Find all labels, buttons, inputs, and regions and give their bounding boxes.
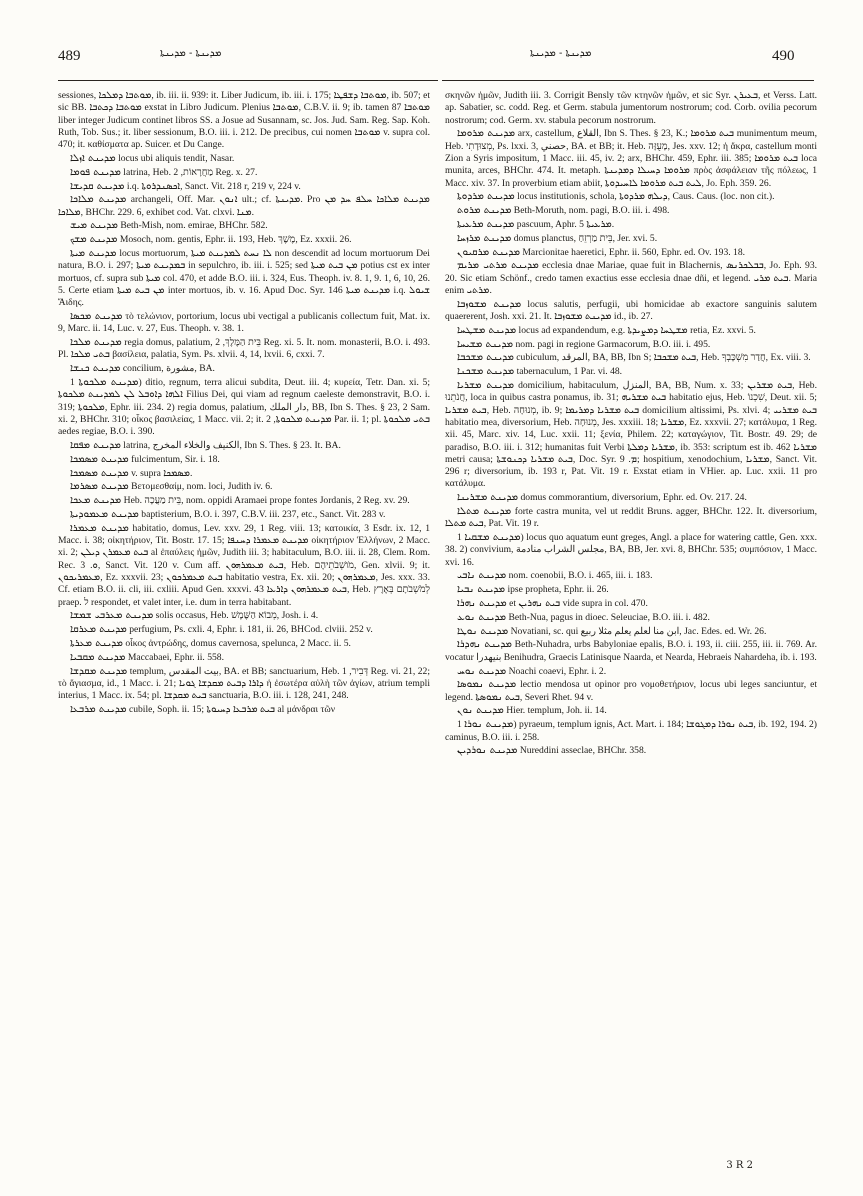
dictionary-entry [445,260,817,297]
entry-text: 1) ditio, regnum, terra alicui subdita, Deut. iii. 4; κυρεία, Tetr. Dan. xi. 5; ܐܠܗܐ ܕܐܘܒܠ ܠܢ ܠܡܕܝܢܬ ܡܠܟܘܬܐ Filius Dei, qui viam ad regnum caeleste demonstravit, B.O. i. 319; ܡܠܟܘܬܐ, Ephr. iii. 234. 2) regia domus, palatium, دار الملك, BB, Ibn S. Thes. § 23, 2 Sam. xi. 2, BHChr. 310; οἶκος βασιλείας, 1 Macc. vii. 2; it. ܡܕܝܢܬ ܡܠܟܘܬܐ, 2 Par. ii. 1; pl. ܒܬܝ ܡܠܟܘܬܐ aedes regiae, B.O. i. 390. [58,377,430,438]
entry-headword: ܡܕܝܢܬ ܡܥܪܬܐ [70,637,123,649]
entry-text: locus ad expandendum, e.g. ܡܫܛܚܐ ܕܡܨܝܕܬܐ retia, Ez. xxvi. 5. [518,324,756,336]
dictionary-entry [58,234,430,246]
left-header-rule [58,80,438,81]
entry-text: Hier. templum, Joh. ii. 14. [506,705,607,717]
entry-text: nom. coenobii, B.O. i. 465, iii. i. 183. [508,570,653,582]
dictionary-entry [58,454,430,466]
dictionary-entry [445,128,817,189]
entry-text: locus ubi aliquis tendit, Nasar. [118,152,235,164]
dictionary-entry [445,506,817,531]
entry-headword: ܡܕܝܢܬ ܢܗܪܐ [457,598,507,610]
entry-text: οἶκος ἀντρώδης, domus cavernosa, spelunca, 2 Macc. ii. 5. [125,637,351,649]
entry-headword: ܡܕܝܢܬ ܡܣܡܟܐ [70,453,129,465]
entry-text: i.q. ܐܟܣܢܕܪܘܬܐ, Sanct. Vit. 218 r, 219 v, 224 v. [126,180,301,192]
entry-headword: ܡܕܝܢܬ ܡܩܒܝܐ [70,651,126,663]
entry-text: et ܒܝܬ ܢܗܪܝܢ vide supra in col. 470. [509,598,648,610]
entry-text: lectio mendosa ut opinor pro νομοθετήριον, locus ubi leges sanciuntur, et legend. ܒܝܬ ܢܡܘܣܬܐ, Severi Rhet. 94 v. [445,679,817,703]
entry-text: Nureddini asseclae, BHChr. 358. [519,745,647,757]
entry-text: locus salutis, perfugii, ubi homicidae ab exactore sanguinis salutem quaererent, Josh. xxi. 21. It. ܡܕܝܢܬ ܡܫܘܙܒܐ id., ib. 27. [445,298,817,323]
entry-headword: ܡܕܝܢܬ ܡܪܘܬ [457,205,512,217]
right-running-head: ܡܕܝܢܬܐ - ܡܕܝܢܬܐ [530,48,592,59]
entry-headword: ܡܕܝܢܬ ܡܥܡܪܐ [70,522,129,534]
left-running-head: ܡܕܝܢܬܐ - ܡܕܝܢܬܐ [160,48,222,59]
entry-headword: ܡܕܝܢܬ ܡܝܬܐ [70,248,117,260]
entry-text: fulcimentum, Sir. i. 18. [131,453,220,465]
dictionary-entry [445,598,817,610]
left-page-number: 489 [58,48,81,64]
dictionary-entry [58,704,430,716]
right-page-number: 490 [772,48,795,64]
entry-headword: ܡܕܝܢܬ ܡܫܪܝܢܐ [457,492,519,504]
dictionary-entry [58,377,430,438]
entry-headword: ܡܕܝܢܬ ܢܘܪܕܝܢ [457,745,518,757]
right-column [445,90,817,1175]
dictionary-entry [58,248,430,309]
dictionary-entry [445,705,817,717]
entry-headword: ܡܕܝܢܬ ܡܠܐܟܐ [70,194,127,206]
entry-text: concilium, مشورة, BA. [122,363,215,375]
entry-headword: ܡܕܝܢܬ ܡܫܩܝܐ [464,532,521,544]
entry-headword: ܡܕܝܢܬ ܟܢܫܐ [70,363,121,375]
dictionary-entry [445,366,817,378]
entry-headword: ܡܕܝܢܬ ܢܘܥ [457,611,507,623]
dictionary-entry [445,639,817,664]
right-header-rule [442,80,814,81]
entry-text: Beth-Nua, pagus in dioec. Seleuciae, B.O. iii. i. 482. [508,611,710,623]
entry-text: Maccabaei, Ephr. ii. 558. [127,651,224,663]
entry-text: cubiculum, المرقد, BA, BB, Ibn S; ܒܝܬ ܡܫܟܒܐ, Heb. חֲדַר מִשְׁכָּבְךָ, Ex. viii. 3. [516,352,811,364]
dictionary-entry [445,679,817,704]
entry-headword: ܡܕܝܢܬ ܡܠܟܘܬܐ [78,377,139,389]
entry-headword: ܡܕܝܢܬ ܢܗܕܪܐ [457,639,512,651]
entry-text: solis occasus, Heb. מְבוֹא הַשֶּׁמֶשׁ, Josh. i. 4. [155,610,319,622]
entry-text: Marcionitae haeretici, Ephr. ii. 560, Ephr. ed. Ov. 193. 18. [522,246,746,258]
dictionary-entry [58,153,430,165]
entry-text: 1) pyraeum, templum ignis, Act. Mart. i. 184; ܒܝܬ ܢܘܪܐ ܕܡܓܘܫܐ, ib. 192, 194. 2) caminus, B.O. iii. i. 258. [445,719,817,743]
entry-text: domus planctus, בֵּית מַרְזֵחַ, Jer. xvi. 5. [513,232,658,244]
entry-text: perfugium, Ps. cxli. 4, Ephr. i. 181, ii. 26, BHCod. clviii. 252 v. [129,624,373,636]
entry-text: Beth-Mish, nom. emirae, BHChr. 582. [120,220,268,232]
dictionary-entry [445,219,817,231]
dictionary-entry [58,468,430,480]
entry-headword: ܡܕܝܢܬ ܡܝܫ [70,220,118,232]
entry-text: domus commorantium, diversorium, Ephr. ed. Ov. 217. 24. [520,492,747,504]
entry-text: Novatiani, sc. qui ابن منا لعلم يعلم مثلا ربيع, Jac. Edes. ed. Wr. 26. [510,625,767,637]
entry-text: Mosoch, nom. gentis, Ephr. ii. 193, Heb. מֶשֶׁךְ, Ez. xxxii. 26. [119,234,352,246]
entry-headword: ܡܕܝܢܬ ܡܪܩܝܘܢ [457,246,520,258]
dictionary-entry [58,167,430,179]
dictionary-entry [445,719,817,744]
dictionary-entry [445,247,817,259]
entry-text: forte castra munita, vel ut reddit Bruns. agger, BHChr. 122. It. diversorium, ܒܝܬ ܡܬܠܐ, Pat. Vit. 19 r. [445,506,817,530]
dictionary-entry [445,299,817,324]
dictionary-entry [58,311,430,336]
dictionary-entry [58,509,430,521]
entry-headword: ܡܕܝܢܬ ܡܫܛܚܐ [457,324,517,336]
entry-headword: ܡܕܝܢܬ ܢܘܢ [457,705,504,717]
entry-headword: ܡܕܝܢܬ ܡܥܪܒܝ ܫܡܫܐ [70,610,154,622]
dictionary-entry [58,440,430,452]
entry-headword: ܡܕܝܢܬ ܡܣܪܡܐ [70,481,129,493]
entry-headword: ܡܕܝܢܬ ܡܪܥܝܬܐ [457,218,515,230]
entry-text: Heb. בֵּית מַעֲכָה, nom. oppidi Aramaei prope fontes Jordanis, 2 Reg. xv. 29. [123,495,410,507]
entry-headword: ܡܕܝܢܬ ܐܙܠܐ [70,152,116,164]
entry-headword: ܡܕܝܢܬ ܡܪܕܘܬܐ [457,191,515,203]
entry-headword: ܡܕܝܢܬ ܡܪܘܡܐ [457,128,516,140]
dictionary-entry [445,666,817,678]
dictionary-entry [445,626,817,638]
entry-headword: ܡܕܝܢܬ ܡܥܟܐ [70,495,122,507]
entry-headword: ܡܕܝܢܬ ܡܟܣܐ [70,311,123,323]
entry-text: pascuum, Aphr. ܡܪܥܝܬܐ 5. [516,218,615,230]
dictionary-entry [58,624,430,636]
dictionary-entry [58,363,430,375]
dictionary-entry [58,220,430,232]
dictionary-entry [445,90,817,127]
dictionary-entry [445,380,817,491]
dictionary-entry [58,495,430,507]
entry-headword: ܡܕܝܢܬ ܡܫܪܝܐ [457,380,515,392]
dictionary-entry [58,523,430,609]
entry-headword: ܡܕܝܢܬ ܦܘܡܐ [70,166,121,178]
dictionary-entry [58,90,430,151]
entry-text: locus institutionis, schola, ܕܝܠܗ ܡܪܕܘܬܐ, Caus. Caus. (loc. non cit.). [517,191,775,203]
entry-text: Βετομεσθαίμ, nom. loci, Judith iv. 6. [131,481,273,493]
dictionary-entry [58,666,430,703]
entry-headword: ܡܕܝܢܬ ܡܪܒܥܐ [70,703,127,715]
entry-headword: ܡܕܝܢܬ ܡܠܟܐ [70,337,122,349]
dictionary-entry [445,570,817,582]
entry-headword: ܡܕܝܢܬ ܢܡܘܣܐ [457,679,517,691]
entry-text: Noachi coaevi, Ephr. i. 2. [508,665,607,677]
dictionary-entry [445,325,817,337]
dictionary-entry [445,191,817,203]
entry-text: templum, بيت المقدس, BA. et BB; sanctuarium, Heb. דְּבִיר, 1 Reg. vi. 21, 22; τὸ ἅγιασμα, id., 1 Macc. i. 21; ܕܐܪܐ ܕܒܝܬ ܡܩܕܫܐ ܓܘܝܐ ἡ ἐσωτέρα αὐλὴ τῶν ἁγίων, atrium templi interius, 1 Macc. ix. 54; pl. ܒܝܬ ܡܩܕܫܐ sanctuaria, B.O. iii. i. 128, 241, 248. [58,665,430,702]
entry-text: baptisterium, B.O. i. 397, C.B.V. iii. 237, etc., Sanct. Vit. 283 v. [141,509,386,520]
entry-headword: ܡܕܝܢܬ ܡܫܝܚܐ [457,338,514,350]
dictionary-entry [445,584,817,596]
dictionary-entry [445,745,817,757]
page-header [0,48,863,70]
entry-text: locus mortuorum, ܠܐ ܢܚܬ ܠܡܕܝܢܬ ܡܝܬܐ non descendit ad locum mortuorum Dei natura, B.O. i. 297; ܒܡܕܝܢܬ ܡܝܬܐ in sepulchro, ib. iii. i. 525; sed ܡܢ ܒܝܬ ܡܝܬܐ potius cst ex inter mortuos, cf. supra sub ܡܝܬܐ col. 470, et adde B.O. iii. i. 324, Eus. Theoph. iv. 8. 1, 9. 1, 6, 10, 26. 5. Certe etiam ܡܢ ܒܝܬ ܡܝܬܐ inter mortuos, ib. v. 16. Apud Doc. Syr. 146 ܡܕܝܢܬ ܡܝܬܐ i.q. ܫܝܘܠ Ἅιδης. [58,248,430,309]
signature-mark: 3 R 2 [726,1160,753,1171]
dictionary-entry [58,181,430,193]
entry-text: 1) locus quo aquatum eunt greges, Angl. a place for watering cattle, Gen. xxx. 38. 2) convivium, مجلس الشراب منادمة, BA, BB, Jer. xvi. 8, BHChr. 535; συμπόσιον, 1 Macc. xvi. 16. [445,532,817,568]
entry-headword: ܡܕܝܢܬ ܡܥܡܘܕܝܬܐ [70,509,139,520]
entry-text: latrina, الكنيف والخلاء المخرج, Ibn S. Thes. § 23. It. BA. [123,440,341,452]
entry-headword: ܡܕܝܢܬ ܡܫܘܙܒܐ [457,298,522,310]
dictionary-entry [58,194,430,219]
entry-headword: ܡܕܝܢܬ ܡܫܟܢܐ [457,366,515,378]
dictionary-entry [445,532,817,569]
dictionary-entry [445,612,817,624]
entry-text: ecclesia dnae Mariae, quae fuit in Blachernis, ܒܒܠܟܪܢܣ, Jo. Eph. 93. 20. Sic etiam Schönf., credo tamen exactius esse ecclesia dnae dñi, et legend. ܒܝܬ ܡܪܝ. Maria enim ܡܪܬܝ. [445,260,817,296]
entry-text: latrina, Heb. מַחֲרָאוֹת, 2 Reg. x. 27. [123,166,258,178]
entry-text: τὸ τελώνιον, portorium, locus ubi vectigal a publicanis collectum fuit, Mat. ix. 9, Marc. ii. 14, Luc. v. 27, Eus. Theoph. v. 38. 1. [58,311,430,335]
dictionary-entry [445,205,817,217]
dictionary-entry [58,652,430,664]
entry-text: σκηνῶν ἡμῶν, Judith iii. 3. Corrigit Bensly τῶν κτηνῶν ἡμῶν, et sic Syr. ܒܥܝܪܢ, et Verss. Latt. ap. Sabatier, sc. codd. Reg. et Germ. stabula jumentorum nostrorum; cod. Corb. ovilia pecorum nostrorum; cod. Germ. xv. stabula pecorum nostrorum. [445,90,817,126]
entry-text: regia domus, palatium, בֵּית הַמֶּלֶךְ, 2 Reg. xi. 5. It. nom. monasterii, B.O. i. 493. Pl. ܒܬܝ ܡܠܟܐ βασίλεια, palatia, Sym. Ps. xlvii. 4, 14, lxvii. 6, cxxi. 7. [58,337,430,361]
dictionary-entry [58,610,430,622]
dictionary-entry [445,233,817,245]
entry-headword: ܡܕܝܢܬ ܢܘܛܐ [457,625,509,637]
entry-text: Beth-Nuhadra, urbs Babyloniae epalis, B.O. i. 193, ii. ciii. 255, iii. ii. 769. Ar. vocatur بنيهدرا Benihudra, Graecis Latinisque Naarda, et Nearda, Hebraeis Nahardeha, ib. i. 193. [445,639,817,663]
entry-headword: ܡܕܝܢܬ ܢܘܚ [457,665,507,677]
dictionary-entry [58,638,430,650]
dictionary-entry [58,337,430,362]
entry-headword: ܡܕܝܢܬ ܡܫܟ [70,234,118,246]
entry-headword: ܡܕܝܢܬ ܡܥܪܩܐ [70,624,127,636]
entry-text: domicilium, habitaculum, المنزل, BA, BB, Num. x. 33; ܒܝܬ ܡܫܪܝܢ, Heb. חֲנֹתֵנוּ, loca in quibus castra ponamus, ib. 31; ܒܝܬ ܡܫܪܝܗ habitatio ejus, Heb. שִׁכְנוֹ, Deut. xii. 5; ܒܝܬ ܡܫܪܝܐ, Heb. מְנוּחָה, ib. 9; ܒܝܬ ܡܫܪܝܐ ܕܡܪܝܡܐ domicilium altissimi, Ps. xlvi. 4; ܒܝܬ ܡܫܪܝܝ habitatio mea, diversorium, Heb. מְנוּחָה, Jes. xxxiii. 18; ܡܫܪܝܐ, Ez. xxxvii. 27; κατάλυμα, 1 Reg. xii. 45, Marc. xiv. 14, Luc. xxii. 11; ξενία, Philem. 22; καταγώγιον, Tit. Bostr. 49. 29; de paradiso, B.O. iii. i. 312; humanitas fuit Verbi ܡܫܪܝܐ ܕܡܠܬܐ, ib. 353: scriptum est ib. 462 ܡܫܪܝܐ metri causa; ܒܝܬ ܡܫܪܝܐ ܕܟܢܘܫܬܐ, Doc. Syr. ܡ. 9; hospitium, xenodochium, ܡܫܪܝܐ, Sanct. Vit. 296 r; diversorium, ib. 193 r, Pat. Vit. 19 r. Exstat etiam in VHier. ap. Luc. xxii. 11 pro κατάλυμα. [445,380,817,490]
entry-headword: ܡܕܝܢܬ ܩܕܝܫܐ [70,180,125,192]
entry-text: cubile, Soph. ii. 15; ܒܝܬ ܡܪܒܥܐ ܕܚܝܘܬܐ al μάνδραι τῶν [128,703,336,715]
left-column [58,90,430,1175]
entry-text: Beth-Moruth, nom. pagi, B.O. iii. i. 498. [513,205,670,217]
entry-text: arx, castellum, القلاع, Ibn S. Thes. § 23, K.; ܒܝܬ ܡܪܘܡܐ munimentum meum, Heb. מְצוּדָתִי, Ps. lxxi. 3, حصني, BA. et BB; it. Heb. מָעֻזָּה, Jes. xxv. 12; ἡ ἄκρα, castellum monti Zion a Syris impositum, 1 Macc. iii. 45, iv. 2; arx, BHChr. 459, Ephr. iii. 385; ܒܝܬ ܡܪܘܡܐ loca munita, arces, BHChr. 474. It. metaph. ܡܪܘܡܐ ܕܚܝܠܐ ܕܡܕܝܢܬܐ πρὸς ἀσφάλειαν τῆς πόλεως, 1 Macc. xiv. 37. In proverbium etiam abiit, ܠܝܬ ܒܝܬ ܡܪܘܡܐ ܠܐܚܝܕܘܬܐ, Jo. Eph. 359. 26. [445,128,817,189]
entry-headword: ܡܕܝܢܬ ܡܫܟܒܐ [457,352,514,364]
entry-text: sessiones, ܡܘܬܒܐ ܕܡܠܟܐ, ib. iii. ii. 939: it. Liber Judicum, ib. iii. i. 175; ܡܘܬܒܐ ܕܫܦܛܐ, ib. 507; et sic BB. ܡܘܬܒܐ ܕܟܬܒܐ exstat in Libro Judicum. Plenius ܡܘܬܒܐ, C.B.V. ii. 9; ib. tamen 87 ܡܘܬܒܐ liber integer Judicum continet libros SS. a Josue ad Susannam, sc. Jos. Jud. Sam. Reg. Sap. Koh. Ruth, Tob. Sus.; it. liber sessionum, B.O. iii. i. 212. De precibus, cui nomen ܡܘܬܒܐ v. supra col. 470; it. καθίσματα ap. Suicer. et Du Cange. [58,90,430,151]
entry-headword: ܡܕܝܢܬ ܡܬܠܐ [457,506,512,517]
entry-headword: ܡܕܝܢܬ ܢܐܒܝ [457,570,507,582]
entry-headword: ܡܕܝܢܬ ܡܪܙܚܐ [457,232,512,244]
entry-headword: ܡܕܝܢܬ ܡܦܩܐ [70,440,121,452]
entry-headword: ܡܕܝܢܬ ܡܪܬܝ ܡܪܝܡ [457,260,539,272]
entry-text: habitatio, domus, Lev. xxv. 29, 1 Reg. viii. 13; κατοικία, 3 Esdr. ix. 12, 1 Macc. i. 38; οἰκητήριον, Tit. Bostr. 17. 15; ܡܕܝܢܬ ܡܥܡܪܐ ܕܚܢܦܐ οἰκητήριον Ἑλλήνων, 2 Macc. xi. 2; ܒܝܬ ܡܥܡܪܢ ܕܝܠܢ al ἐπαύλεις ἡμῶν, Judith iii. 3; habitaculum, B.O. iii. ii. 28, Clem. Rom. Rec. ܘ. 3, Sanct. Vit. 120 v. Cum aff. ܒܝܬ ܡܥܡܪܗܘܢ, Heb. מֹושְׁבֹתֵיהֶם, Gen. xlvii. 9; it. ܡܥܡܪܝܟܘܢ, Ez. xxxvii. 23; ܒܝܬ ܡܥܡܪܟܘܢ habitatio vestra, Ex. xii. 20; ܡܥܡܪܗܘܢ, Jes. xxx. 33. Cf. etiam B.O. ii. cli, iii. cxliii. Apud Gen. xxxvi. 43 ܒܝܬ ܡܥܡܪܗܘܢ ܕܐܪܥܐ, Heb. לְמֹשְׁבֹתָם בְּאֶרֶץ praep. ל respondet, et valet inter, i.e. dum in terra habitabant. [58,522,430,608]
dictionary-entry [58,481,430,493]
entry-text: v. supra ܡܣܡܟܐ. [131,467,193,479]
dictionary-entry [445,352,817,364]
entry-text: nom. pagi in regione Garmacorum, B.O. iii. i. 495. [515,338,711,350]
dictionary-entry [445,492,817,504]
entry-headword: ܡܕܝܢܬ ܡܩܕܫܐ [70,665,128,677]
entry-text: archangeli, Off. Mar. ܐܢܘܢ ult.; cf. ܡܕܝܢܬܐ. Pro ܡܕܝܢܬ ܡܠܐܟܐ ܚܠܦ ܚܕ ܡܢ ܡܠܐܟܐ, BHChr. 229. 6, exhibet cod. Vat. clxvi. ܡܢܐ. [58,194,430,218]
entry-headword: ܡܕܝܢܬ ܡܣܡܟܐ [70,467,129,479]
entry-headword: ܡܕܝܢܬ ܢܒܝܐ [457,584,506,596]
dictionary-entry [445,339,817,351]
entry-headword: ܡܕܝܢܬ ܢܘܪܐ [464,719,514,731]
entry-text: tabernaculum, 1 Par. vi. 48. [516,366,623,378]
entry-text: ipse propheta, Ephr. ii. 26. [507,584,609,596]
